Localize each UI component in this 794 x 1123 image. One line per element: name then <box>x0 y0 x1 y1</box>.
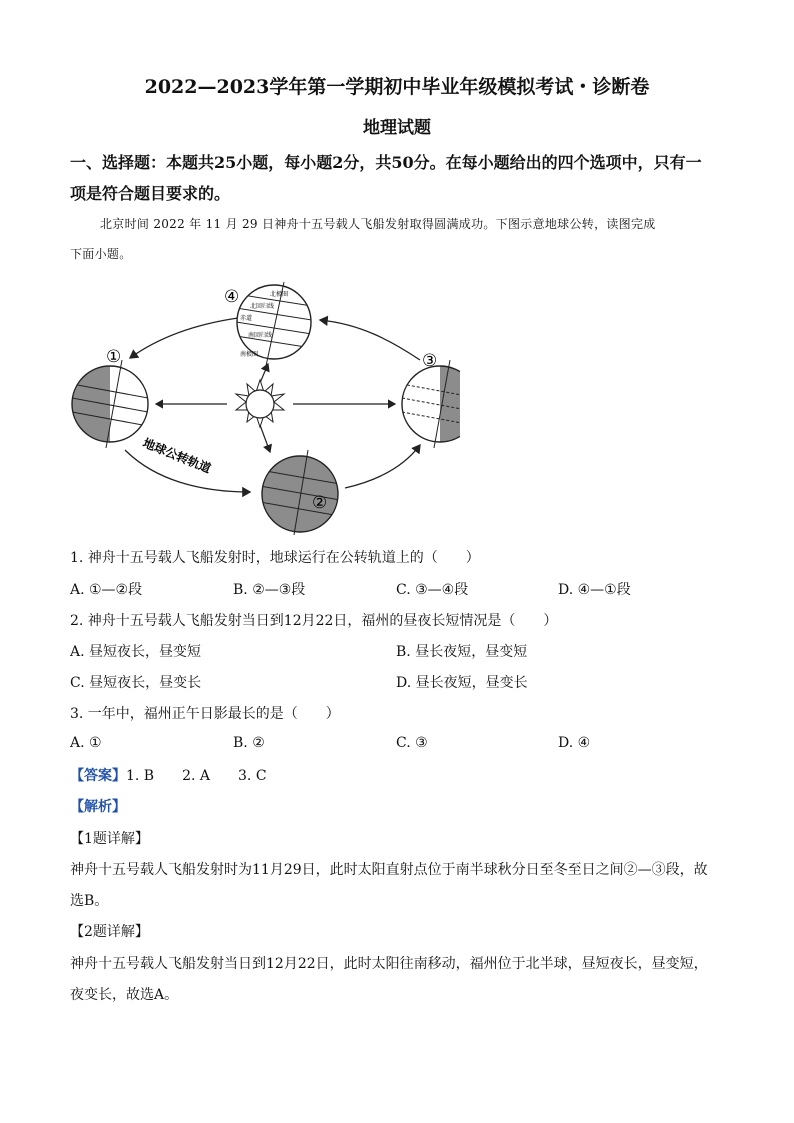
question-2-stem: 2. 神舟十五号载人飞船发射当日到12月22日，福州的昼夜长短情况是（ ） <box>70 613 558 629</box>
answer-row <box>70 765 267 785</box>
intro-line2: 下面小题。 <box>70 247 132 261</box>
question-1-stem: 1. 神舟十五号载人飞船发射时，地球运行在公转轨道上的（ ） <box>70 550 480 566</box>
earth-position-2 <box>260 450 340 535</box>
q3-option-a: A. ① <box>70 735 102 751</box>
q2-option-a: A. 昼短夜长，昼变短 <box>70 644 202 660</box>
q2-option-c: C. 昼短夜长，昼变长 <box>70 675 202 691</box>
intro-line1: 北京时间 2022 年 11 月 29 日神舟十五号载人飞船发射取得圆满成功。下图示意地球公转，读图完成 <box>100 217 656 231</box>
answer-text: 1. B 2. A 3. C <box>126 768 267 784</box>
q1-detail-label: 【1题详解】 <box>70 831 149 847</box>
marker-4: ④ <box>224 287 240 307</box>
q2-detail-label: 【2题详解】 <box>70 924 149 940</box>
lat-label-antarctic: 南极圈 <box>240 351 259 358</box>
lat-label-arctic: 北极圈 <box>270 291 289 298</box>
q1-option-a: A. ①—②段 <box>70 582 143 598</box>
q1-detail-line1: 神舟十五号载人飞船发射时为11月29日，此时太阳直射点位于南半球秋分日至冬至日之间②—③段，故 <box>70 862 708 878</box>
q1-option-c: C. ③—④段 <box>396 582 469 598</box>
exam-subtitle: 地理试题 <box>363 118 431 138</box>
earth-position-4 <box>236 282 312 366</box>
earth-revolution-figure <box>60 280 460 535</box>
analysis-label: 【解析】 <box>70 799 126 815</box>
q2-detail-line1: 神舟十五号载人飞船发射当日到12月22日，此时太阳往南移动，福州位于北半球，昼短夜长，昼变短， <box>70 956 708 972</box>
q3-option-d: D. ④ <box>558 735 591 751</box>
exam-title: 2022—2023学年第一学期初中毕业年级模拟考试・诊断卷 <box>144 76 650 98</box>
sun-arrow-up <box>260 364 268 383</box>
q3-option-c: C. ③ <box>396 735 428 751</box>
q1-detail-line2: 选B。 <box>70 893 109 909</box>
answer-label: 【答案】 <box>70 768 126 784</box>
q3-option-b: B. ② <box>233 735 265 751</box>
orbit-arc-3-4 <box>320 320 420 360</box>
earth-position-1 <box>72 360 148 448</box>
section-heading-line2: 项是符合题目要求的。 <box>70 184 231 203</box>
marker-1: ① <box>106 347 122 367</box>
q1-option-d: D. ④—①段 <box>558 582 631 598</box>
lat-label-tropic-capricorn: 南回归线 <box>248 332 273 339</box>
orbit-arc-2-3 <box>345 445 420 488</box>
q2-option-d: D. 昼长夜短，昼变长 <box>396 675 528 691</box>
section-heading-line1: 一、选择题：本题共25小题，每小题2分，共50分。在每小题给出的四个选项中，只有一 <box>70 153 702 172</box>
sun-arrow-down <box>260 425 270 452</box>
marker-3: ③ <box>422 351 438 371</box>
lat-label-equator: 赤道 <box>240 315 253 322</box>
marker-2: ② <box>312 493 328 513</box>
orbit-label: 地球公转轨道 <box>140 435 213 476</box>
lat-label-tropic-cancer: 北回归线 <box>250 303 275 310</box>
q1-option-b: B. ②—③段 <box>233 582 306 598</box>
question-3-stem: 3. 一年中，福州正午日影最长的是（ ） <box>70 706 340 722</box>
q2-option-b: B. 昼长夜短，昼变短 <box>396 644 528 660</box>
sun-icon <box>236 380 284 427</box>
earth-position-3 <box>402 360 460 448</box>
orbit-arc-4-1 <box>130 318 238 358</box>
q2-detail-line2: 夜变长，故选A。 <box>70 987 179 1003</box>
